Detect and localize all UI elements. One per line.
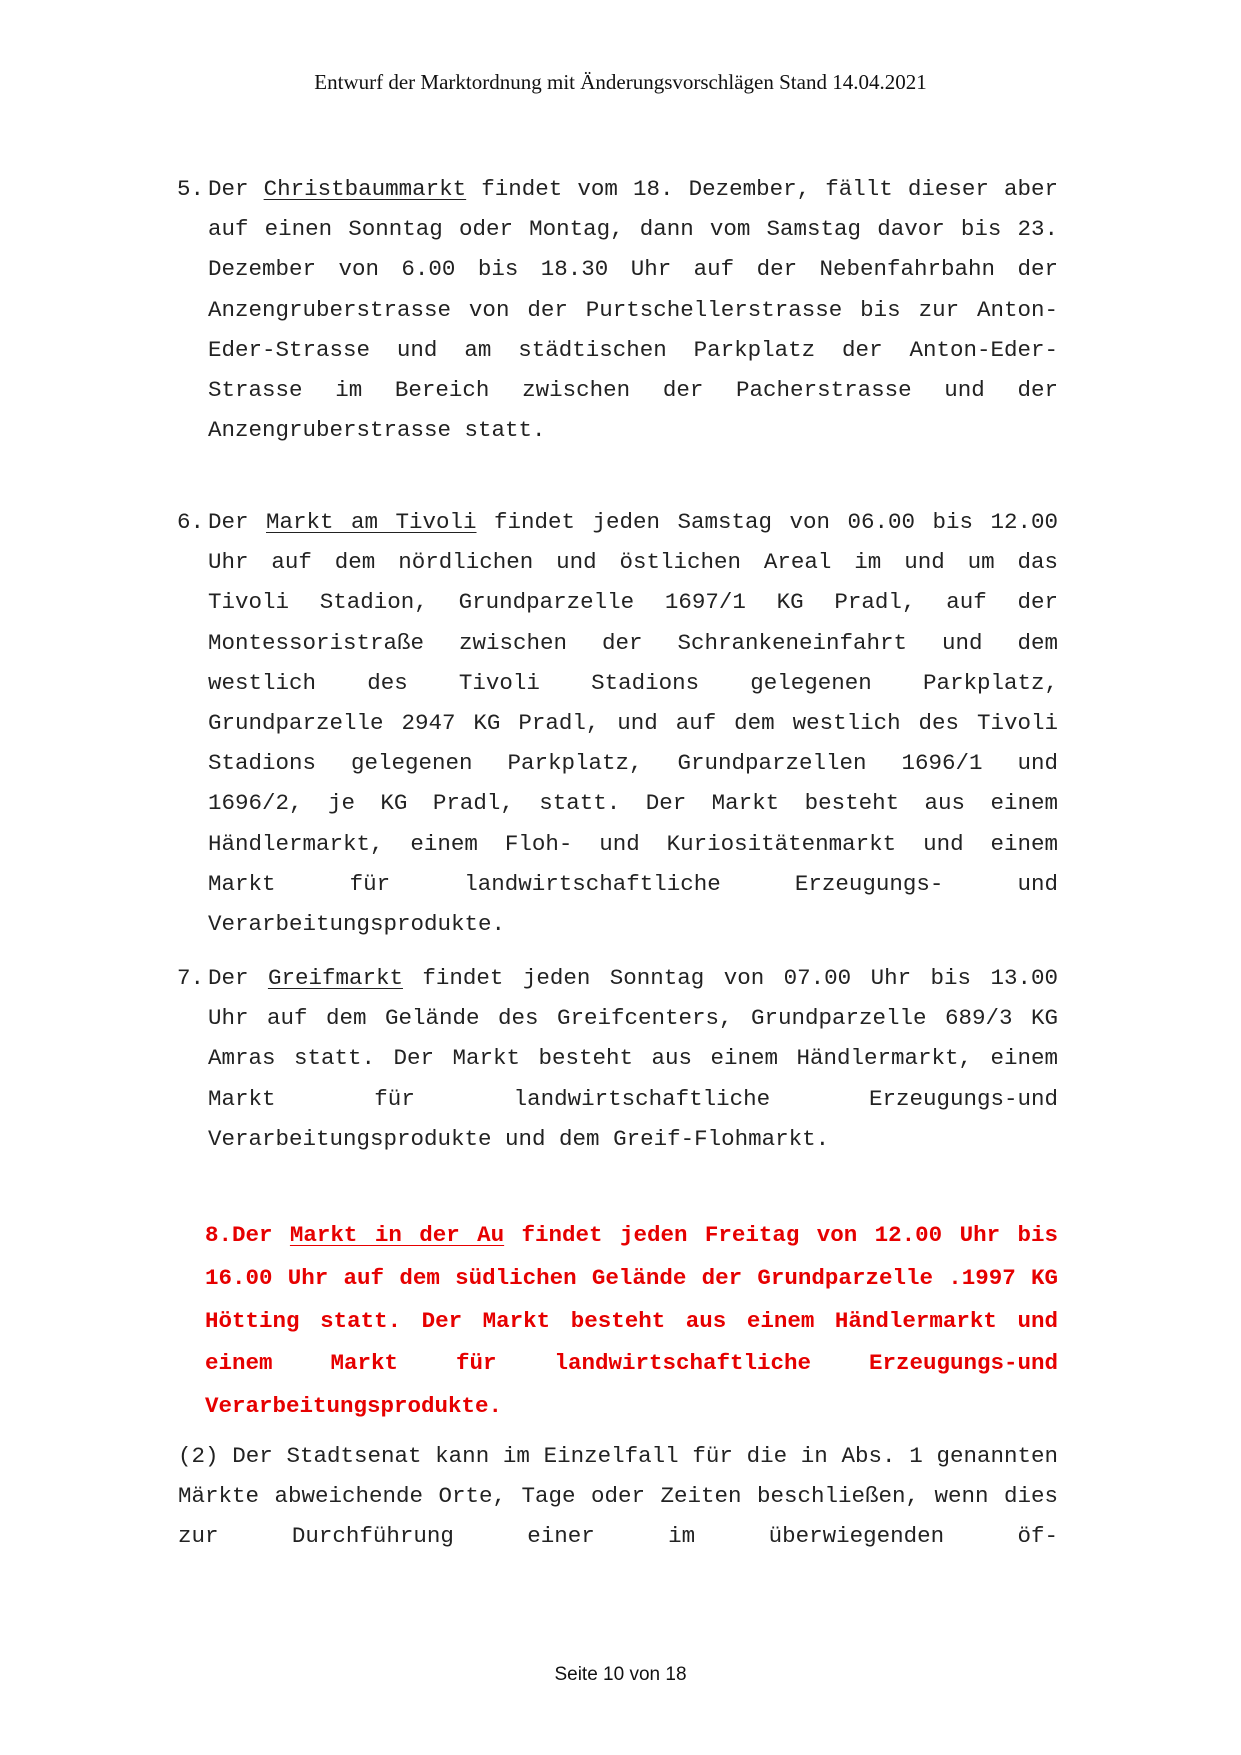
list-item-greifmarkt: [177, 958, 1058, 1159]
list-item-markt-in-der-au: [205, 1214, 1058, 1428]
market-name: Christbaummarkt: [263, 176, 467, 202]
item-number: 8.: [205, 1222, 233, 1248]
item-text: findet jeden Freitag von 12.00 Uhr bis 16.00 Uhr auf dem südlichen Gelände der Grundparzelle .1997 KG Hötting statt. Der Markt besteht aus einem Händlermarkt und einem Markt für landwirtschaftliche Erzeugungs-und Verarbeitungsprodukte.: [205, 1222, 1058, 1420]
item-number: 7.: [177, 965, 205, 991]
item-text: findet jeden Samstag von 06.00 bis 12.00 Uhr auf dem nördlichen und östlichen Areal im und um das Tivoli Stadion, Grundparzelle 1697/1 KG Pradl, auf der Montessoristraße zwischen der Schrankeneinfahrt und dem westlich des Tivoli Stadions gelegenen Parkplatz, Grundparzelle 2947 KG Pradl, und auf dem westlich des Tivoli Stadions gelegenen Parkplatz, Grundparzellen 1696/1 und 1696/2, je KG Pradl, statt. Der Markt besteht aus einem Händlermarkt, einem Floh- und Kuriositätenmarkt und einem Markt für landwirtschaftliche Erzeugungs- und Verarbeitungsprodukte.: [208, 509, 1058, 938]
page-footer: Seite 10 von 18: [554, 1664, 687, 1685]
item-lead: Der: [232, 1222, 290, 1248]
market-name: Markt am Tivoli: [266, 509, 477, 535]
item-lead: Der: [208, 965, 268, 991]
item-lead: Der: [208, 176, 264, 202]
item-number: 5.: [177, 176, 205, 202]
market-name: Markt in der Au: [289, 1222, 505, 1248]
item-text: findet vom 18. Dezember, fällt dieser aber auf einen Sonntag oder Montag, dann vom Samstag davor bis 23. Dezember von 6.00 bis 18.30 Uhr auf der Nebenfahrbahn der Anzengruberstrasse von der Purtschellerstrasse bis zur Anton-Eder-Strasse und am städtischen Parkplatz der Anton-Eder-Strasse im Bereich zwischen der Pacherstrasse und der Anzengruberstrasse statt.: [208, 176, 1058, 444]
list-item-christbaummarkt: [177, 169, 1058, 450]
market-name: Greifmarkt: [267, 965, 403, 991]
page-header: Entwurf der Marktordnung mit Änderungsvorschlägen Stand 14.04.2021: [314, 70, 927, 94]
item-lead: Der: [208, 509, 266, 535]
item-number: 6.: [177, 509, 205, 535]
list-item-markt-am-tivoli: [177, 502, 1058, 944]
paragraph-2: (2) Der Stadtsenat kann im Einzelfall für die in Abs. 1 genannten Märkte abweichende Orte, Tage oder Zeiten beschließen, wenn dies zur Durchführung einer im überwiegenden öf-: [178, 1443, 1058, 1550]
item-text: findet jeden Sonntag von 07.00 Uhr bis 13.00 Uhr auf dem Gelände des Greifcenters, Grundparzelle 689/3 KG Amras statt. Der Markt besteht aus einem Händlermarkt, einem Markt für landwirtschaftliche Erzeugungs-und Verarbeitungsprodukte und dem Greif-Flohmarkt.: [208, 965, 1058, 1152]
